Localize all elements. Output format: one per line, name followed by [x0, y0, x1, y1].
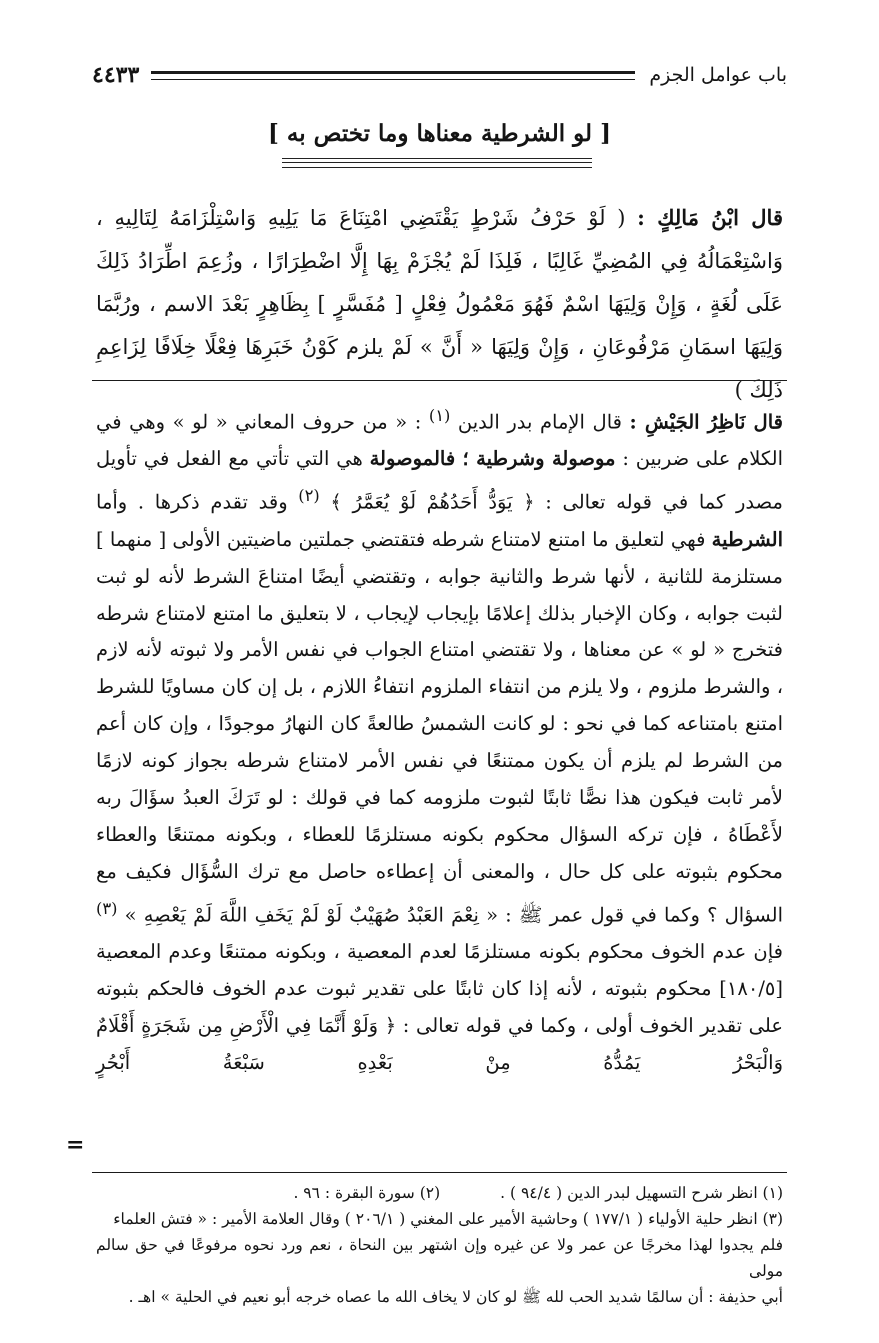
commentary-text-5: فهي لتعليق ما امتنع لامتناع شرطه فتقتضي جملتين ماضيتين الأولى [ منهما ] مستلزمة للثانية ، لأنها شرط والثانية جوابه ، وتقتضي أيضًا امتناعَ الشرط لأنه لو ثبت لثبت جوابه ، وكان الإخبار بذلك إعلامًا بإيجاب لإيجاب ، لا بتعليق ما امتنع لامتناع شرطه فتخرج « لو » عن معناها ، ولا تقتضي امتناع الجواب في نفس الأمر ولا ثبوته لأنه لازم ، والشرط ملزوم ، ولا يلزم من انتفاء الملزوم انتفاءُ اللازم ، بل إن كان مساويًا للشرط امتنع بامتناعه كما في نحو : لو كانت الشمسُ طالعةً كان النهارُ موجودًا ، وإن كان أعم من الشرط لم يلزم أن يكون ممتنعًا في نفس الأمر لامتناع شرطه بجواز كونه لازمًا لأمر ثابت فيكون هذا نصًّا ثابتًا لثبوت ملزومه كما في قولك : لو تَرَكَ العبدُ سؤَالَ ربه لأَعْطَاهُ ، فإن تركه السؤال محكوم بكونه مستلزمًا للعطاء ، وبكونه ممتنعًا والعطاء محكوم بثبوته على كل حال ، والمعنى أن إعطاءه حاصل مع ترك السُّؤَال فكيف مع السؤال ؟ وكما في قول عمر ﷺ : « نِعْمَ العَبْدُ صُهَيْبٌ لَوْ لَمْ يَخَفِ اللَّهَ لَمْ يَعْصِهِ » — [96, 527, 784, 927]
commentary-text-6: فإن عدم الخوف محكوم بكونه مستلزمًا لعدم المعصية ، وبكونه ممتنعًا وعدم المعصية [١٨٠/٥] محكوم بثبوته ، لأنه إذا كان ثابتًا على تقدير ثبوت عدم الخوف فالحكم بثبوته على تقدير الخوف أولى ، وكما في قوله تعالى : ﴿ وَلَوْ أَنَّمَا فِي الْأَرْضِ مِن شَجَرَةٍ أَقْلَامٌ وَالْبَحْرُ يَمُدُّهُ مِنْ بَعْدِهِ سَبْعَةُ أَبْحُرٍ — [96, 940, 783, 1074]
footnote-row-1 — [96, 1180, 783, 1206]
header-rule — [151, 71, 635, 80]
heading-rule — [282, 158, 592, 168]
footnote-ref-2: (٢) — [298, 486, 320, 506]
section-heading: [ لو الشرطية معناها وما تختص به ] — [268, 120, 611, 147]
footnote-ref-3: (٣) — [96, 898, 118, 918]
footnotes-block — [96, 1180, 783, 1310]
matn-divider — [92, 380, 787, 381]
footnote-divider — [92, 1172, 787, 1173]
running-title: باب عوامل الجزم — [649, 64, 787, 86]
footnote-2: (٢) سورة البقرة : ٩٦ . — [293, 1184, 441, 1202]
commentary-text-1: قال الإمام بدر الدين — [457, 410, 622, 434]
matn-text: ( لَوْ حَرْفُ شَرْطٍ يَقْتَضِي امْتِنَاعَ مَا يَلِيهِ وَاسْتِلْزَامَهُ لِتَالِيهِ ، وَاسْتِعْمَالُهُ فِي المُضِيِّ غَالِبًا ، فَلِذَا لَمْ يُجْزَمْ بِهَا إِلَّا اضْطِرَارًا ، وزُعِمَ اطِّرَادُ ذَلِكَ عَلَى لُغَةٍ ، وَإِنْ وَلِيَهَا اسْمٌ فَهُوَ مَعْمُولُ فِعْلٍ [ مُفَسَّرٍ ] بِظَاهِرٍ بَعْدَ الاسم ، ورُبَّمَا وَلِيَهَا اسمَانِ مَرْفُوعَانِ ، وَإِنْ وَلِيَهَا « أَنَّ » لَمْ يلزم كَوْنُ خَبَرِهَا فِعْلًا خِلَافًا لِزَاعِمِ ذَلِكَ ) — [96, 206, 783, 402]
footnote-ref-1: (١) — [428, 406, 451, 425]
page-number: ٤٤٣٣ — [92, 62, 140, 88]
commentary-text-4: وقد تقدم ذكرها . وأما — [96, 490, 288, 514]
footnote-3-line-3: أبي حذيفة : أن سالمًا شديد الحب لله ﷺ لو كان لا يخاف الله ما عصاه خرجه أبو نعيم في الحلية » اهـ . — [128, 1288, 783, 1306]
continuation-mark: = — [66, 1132, 85, 1158]
commentary-text-2: : « من حروف المعاني « لو » وهي في الكلام على ضربين : — [96, 410, 783, 471]
footnote-1: (١) انظر شرح التسهيل لبدر الدين ( ٩٤/٤ ) . — [500, 1184, 783, 1202]
commentary-block — [96, 398, 783, 1082]
commentary-speaker: قال نَاظِرُ الجَيْشِ : — [629, 410, 783, 434]
footnote-3-line-1: (٣) انظر حلية الأولياء ( ١٧٧/١ ) وحاشية الأمير على المغني ( ٢٠٦/١ ) وقال العلامة الأمير : « فتش العلماء — [113, 1210, 783, 1228]
commentary-text-3: هي التي تأتي مع الفعل في تأويل مصدر كما في قوله تعالى : ﴿ يَوَدُّ أَحَدُهُمْ لَوْ يُعَمَّرُ ﴾ — [96, 447, 783, 514]
running-header — [92, 58, 787, 92]
commentary-bold-1: موصولة وشرطية ؛ فالموصولة — [369, 447, 616, 471]
matn-speaker: قال ابْنُ مَالِكٍ : — [637, 205, 783, 230]
commentary-bold-2: الشرطية — [711, 527, 783, 551]
footnote-3-line-2: فلم يجدوا لهذا مخرجًا عن عمر ولا عن غيره وإن اشتهر بين النحاة ، نعم ورد نحوه مرفوعًا في حق سالم مولى — [96, 1236, 783, 1280]
